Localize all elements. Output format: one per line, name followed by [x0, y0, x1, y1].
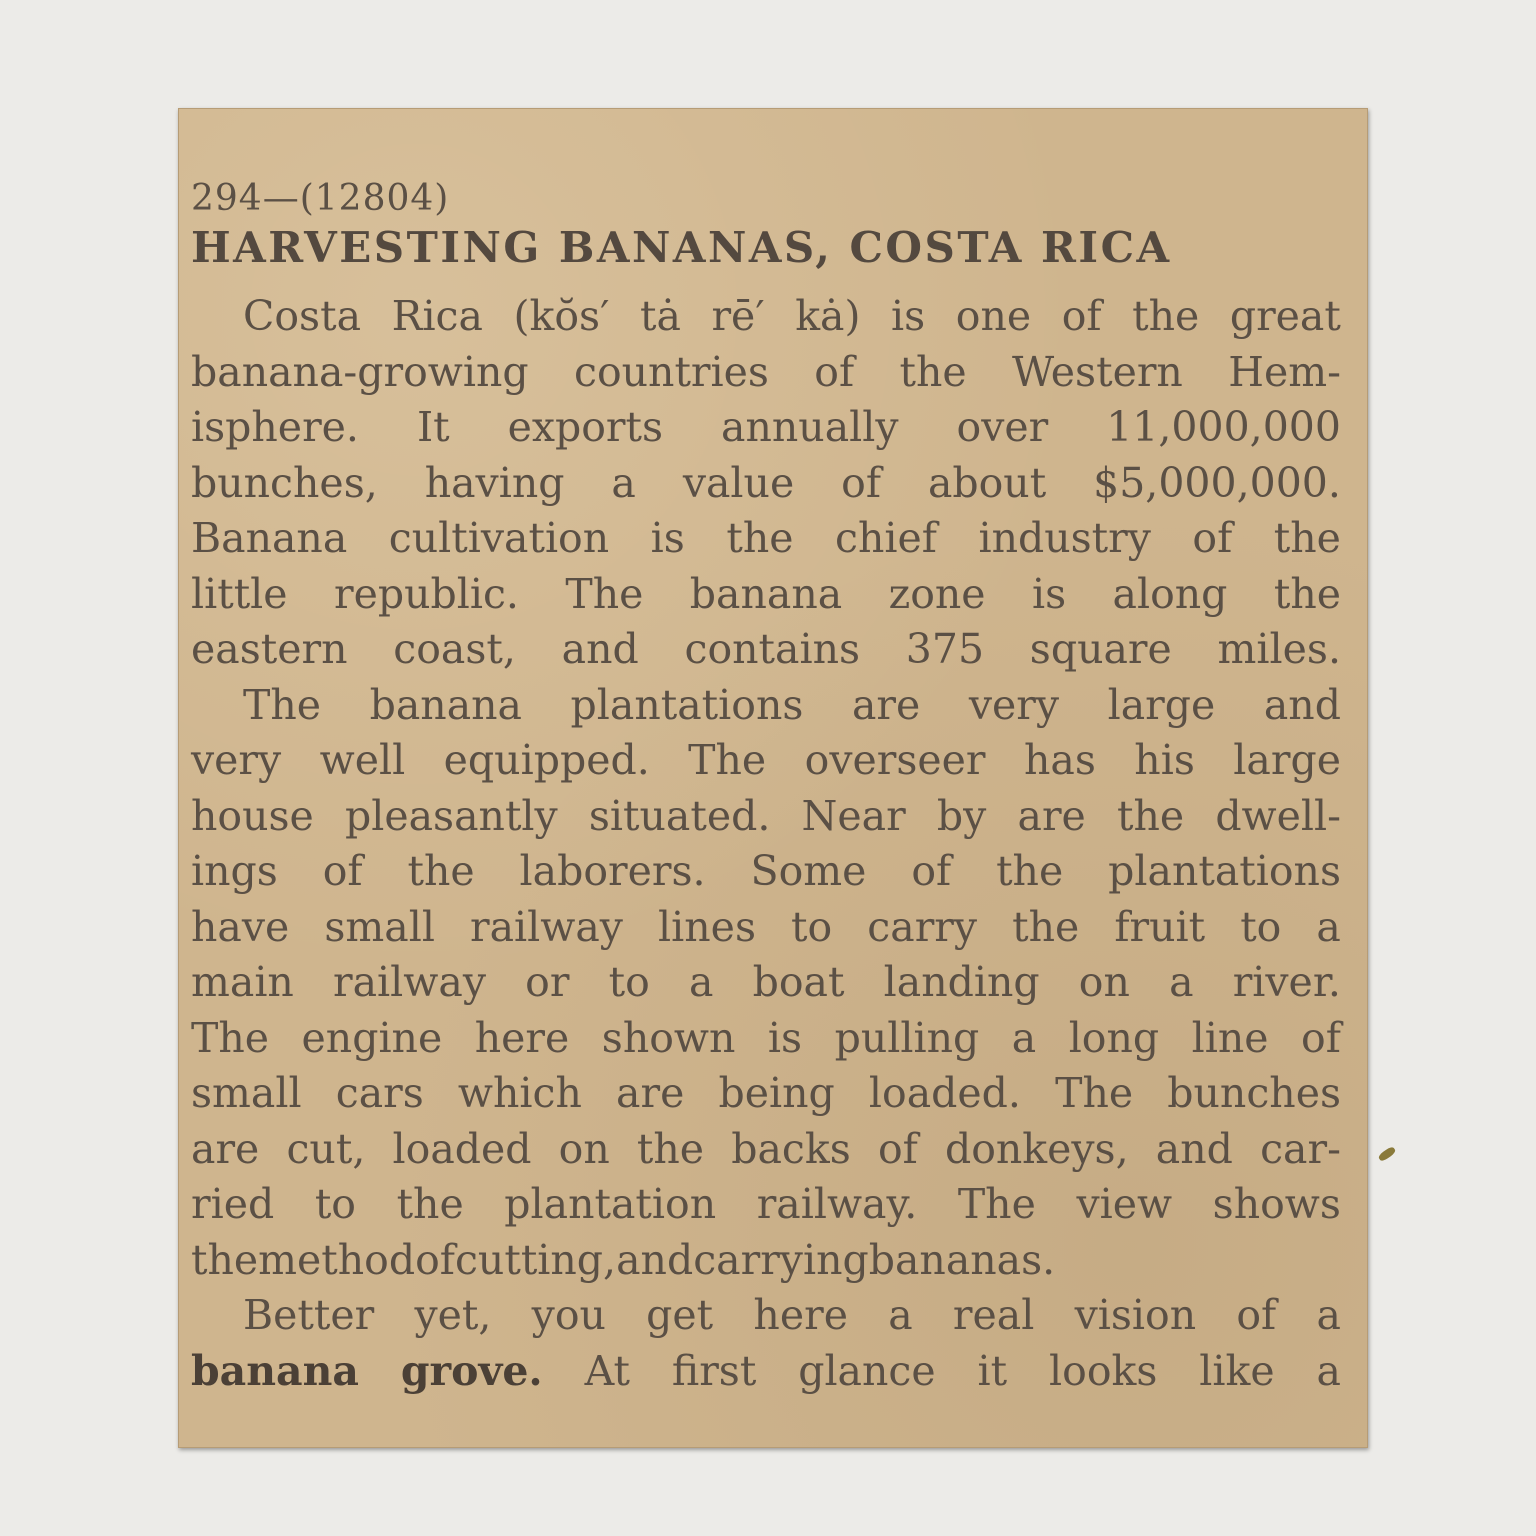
- word: Banana: [191, 514, 348, 562]
- word: eastern: [191, 625, 348, 673]
- card-text: [191, 179, 1341, 1399]
- word: isphere.: [191, 403, 359, 451]
- paper-speck: [1377, 1146, 1396, 1163]
- card-title: HARVESTING BANANAS, COSTA RICA: [191, 223, 1172, 272]
- word: bunches,: [191, 458, 378, 507]
- text-line: [191, 844, 1341, 900]
- word: one: [955, 292, 1032, 340]
- word: Costa: [243, 292, 362, 340]
- word: annually: [721, 403, 899, 451]
- word: The: [1055, 1069, 1134, 1117]
- text-line: [191, 900, 1341, 956]
- word: equipped.: [443, 736, 650, 784]
- word: house: [191, 791, 314, 840]
- word: is: [891, 292, 926, 340]
- text-line: [191, 345, 1341, 401]
- word: At: [584, 1346, 630, 1395]
- word: railway.: [756, 1180, 918, 1228]
- word: a: [888, 1291, 913, 1339]
- catalog-number: 294—(12804): [191, 178, 450, 219]
- word: the: [396, 1180, 464, 1228]
- word: miles.: [1217, 625, 1341, 673]
- word: fruit: [1114, 902, 1206, 951]
- word: and: [561, 625, 639, 673]
- word: being: [718, 1069, 835, 1117]
- stereoview-card-back: [178, 108, 1368, 1448]
- text-line: [191, 400, 1341, 456]
- word: a: [1316, 1291, 1341, 1339]
- word: large: [1107, 680, 1216, 729]
- word: yet,: [414, 1291, 492, 1339]
- word: of: [814, 347, 855, 396]
- word: engine: [301, 1013, 443, 1062]
- word: the: [1132, 292, 1200, 340]
- word: little: [191, 569, 288, 618]
- word: contains: [684, 625, 861, 673]
- description-text: [191, 289, 1341, 1399]
- word: of: [1236, 1291, 1277, 1339]
- word: of: [1061, 292, 1102, 340]
- word: over: [956, 403, 1049, 451]
- text-line: [191, 733, 1341, 789]
- text-line: [191, 567, 1341, 623]
- word: chief: [835, 514, 937, 562]
- word: which: [457, 1069, 582, 1117]
- word: are: [616, 1069, 685, 1117]
- word: the: [1273, 569, 1341, 618]
- word: bananas.: [868, 1235, 1056, 1284]
- word: loaded: [392, 1124, 532, 1173]
- word: plantation: [504, 1180, 717, 1228]
- word: the: [1012, 902, 1080, 951]
- word: loaded.: [868, 1069, 1021, 1117]
- word: cutting,: [454, 1235, 617, 1284]
- word: plantations: [570, 680, 804, 729]
- word: has: [1023, 736, 1096, 784]
- word: of: [415, 1235, 455, 1284]
- word: by: [936, 791, 987, 840]
- word: shown: [601, 1013, 736, 1062]
- word: 11,000,000: [1106, 403, 1341, 451]
- word: of: [841, 458, 881, 507]
- word: cars: [335, 1069, 424, 1117]
- word: first: [671, 1346, 757, 1395]
- word: donkeys,: [944, 1124, 1129, 1173]
- word: pulling: [834, 1013, 980, 1062]
- word: looks: [1049, 1346, 1158, 1395]
- word: coast,: [393, 625, 516, 673]
- word: very: [191, 736, 282, 784]
- word: the: [636, 1124, 705, 1173]
- word: a: [1316, 1346, 1341, 1395]
- word: ings: [191, 847, 278, 895]
- word: the: [1273, 514, 1341, 562]
- word: dwell-: [1215, 791, 1341, 840]
- text-line: [191, 789, 1341, 845]
- word: zone: [888, 569, 986, 618]
- text-line: [191, 678, 1341, 734]
- text-line: [191, 622, 1341, 678]
- word: Near: [801, 791, 906, 840]
- word: The: [957, 1180, 1036, 1228]
- word: a: [688, 958, 714, 1006]
- word: of: [1192, 514, 1233, 562]
- word: like: [1199, 1346, 1275, 1395]
- word: a: [1169, 958, 1194, 1006]
- text-line: [191, 1066, 1341, 1122]
- text-line: [191, 1177, 1341, 1233]
- word: on: [1078, 958, 1130, 1006]
- word: of: [1301, 1013, 1341, 1062]
- word: banana: [191, 1346, 359, 1395]
- word: the: [191, 1235, 259, 1284]
- text-line: [191, 955, 1341, 1011]
- word: Hem-: [1228, 347, 1341, 396]
- word: (kŏs′: [513, 292, 610, 340]
- word: the: [899, 347, 967, 396]
- word: square: [1029, 625, 1172, 673]
- word: very: [968, 680, 1060, 729]
- word: car-: [1260, 1124, 1341, 1173]
- word: 375: [905, 625, 985, 673]
- word: or: [525, 958, 570, 1006]
- text-line: [191, 1011, 1341, 1067]
- word: the: [726, 514, 794, 562]
- word: $5,000,000.: [1093, 458, 1341, 507]
- word: here: [753, 1291, 848, 1339]
- word: carry: [867, 902, 978, 951]
- word: banana: [689, 569, 843, 618]
- word: to: [314, 1180, 356, 1228]
- word: the: [407, 847, 475, 895]
- word: of: [322, 847, 363, 895]
- word: his: [1134, 736, 1195, 784]
- word: cultivation: [388, 514, 610, 562]
- word: method: [258, 1235, 416, 1284]
- word: get: [646, 1291, 714, 1339]
- word: Western: [1011, 347, 1183, 396]
- word: banana: [369, 680, 522, 729]
- word: plantations: [1108, 847, 1341, 895]
- word: small: [191, 1069, 302, 1117]
- word: The: [243, 680, 322, 729]
- word: and: [1263, 680, 1341, 729]
- word: boat: [752, 958, 845, 1006]
- word: long: [1068, 1013, 1160, 1062]
- word: cut,: [286, 1124, 366, 1173]
- word: Rica: [391, 292, 483, 340]
- word: well: [319, 736, 406, 784]
- word: countries: [573, 347, 769, 396]
- word: value: [682, 458, 795, 507]
- word: tȧ: [639, 292, 681, 340]
- word: The: [191, 1013, 270, 1062]
- text-line: [191, 1288, 1341, 1344]
- word: The: [565, 569, 644, 618]
- word: and: [1155, 1124, 1233, 1173]
- word: republic.: [333, 569, 519, 618]
- word: carrying: [693, 1235, 869, 1284]
- word: railway: [333, 958, 486, 1006]
- word: a: [1011, 1013, 1037, 1062]
- word: ried: [191, 1180, 275, 1228]
- word: and: [616, 1235, 694, 1284]
- word: grove.: [400, 1346, 543, 1395]
- word: kȧ): [795, 292, 861, 340]
- word: real: [952, 1291, 1035, 1339]
- text-line: [191, 289, 1341, 345]
- word: the: [996, 847, 1064, 895]
- word: rē′: [711, 292, 765, 340]
- word: of: [911, 847, 952, 895]
- word: main: [191, 958, 294, 1006]
- word: backs: [731, 1124, 851, 1173]
- word: the: [1116, 791, 1185, 840]
- word: banana-growing: [191, 347, 529, 396]
- word: large: [1233, 736, 1341, 784]
- word: a: [611, 458, 636, 507]
- word: river.: [1232, 958, 1341, 1006]
- word: along: [1112, 569, 1228, 618]
- word: exports: [507, 403, 664, 451]
- word: it: [977, 1346, 1008, 1395]
- word: on: [558, 1124, 610, 1173]
- word: Better: [243, 1291, 375, 1339]
- word: The: [688, 736, 767, 784]
- word: great: [1229, 292, 1341, 340]
- word: railway: [470, 902, 623, 951]
- word: here: [474, 1013, 570, 1062]
- word: are: [1017, 791, 1086, 840]
- word: is: [767, 1013, 803, 1062]
- text-line: [191, 1122, 1341, 1178]
- word: small: [324, 902, 435, 951]
- word: you: [531, 1291, 606, 1339]
- word: view: [1076, 1180, 1173, 1228]
- text-line: [191, 1344, 1341, 1400]
- word: pleasantly: [344, 791, 558, 840]
- word: about: [927, 458, 1047, 507]
- word: It: [416, 403, 450, 451]
- word: are: [851, 680, 921, 729]
- word: landing: [883, 958, 1040, 1006]
- word: situated.: [588, 791, 771, 840]
- word: to: [791, 902, 833, 951]
- word: to: [608, 958, 650, 1006]
- word: is: [1031, 569, 1067, 618]
- word: to: [1240, 902, 1282, 951]
- word: glance: [798, 1346, 936, 1395]
- text-line: [191, 511, 1341, 567]
- word: vision: [1074, 1291, 1197, 1339]
- word: bunches: [1167, 1069, 1341, 1117]
- word: have: [191, 902, 290, 951]
- text-line: [191, 1233, 1341, 1289]
- word: a: [1316, 902, 1341, 951]
- word: industry: [978, 514, 1151, 562]
- word: are: [191, 1124, 260, 1173]
- word: Some: [750, 847, 867, 895]
- word: shows: [1212, 1180, 1341, 1228]
- text-line: [191, 456, 1341, 512]
- word: overseer: [804, 736, 986, 784]
- word: is: [650, 514, 685, 562]
- word: laborers.: [519, 847, 706, 895]
- word: line: [1191, 1013, 1269, 1062]
- word: of: [877, 1124, 918, 1173]
- word: lines: [658, 902, 756, 951]
- word: having: [424, 458, 565, 507]
